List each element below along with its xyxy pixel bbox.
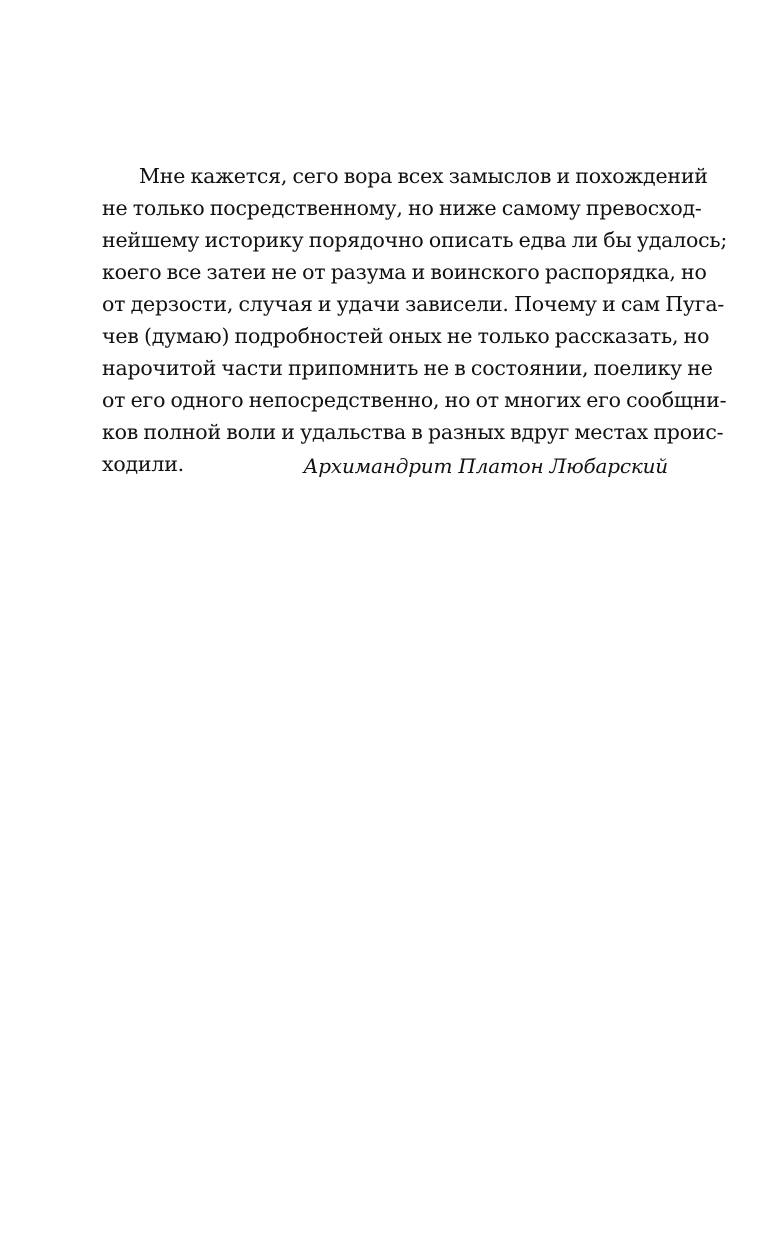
epigraph-line: ков полной воли и удальства в разных вдруг местах проис- <box>102 420 724 444</box>
epigraph-line: чев (думаю) подробностей оных не только рассказать, но <box>102 324 710 348</box>
epigraph-author: Архимандрит Платон Любарский <box>303 454 668 478</box>
epigraph-line: ходили. <box>102 452 184 476</box>
epigraph-line: нарочитой части припомнить не в состоянии, поелику не <box>102 356 713 380</box>
epigraph-line: не только посредственному, но ниже самому превосход- <box>102 196 702 220</box>
epigraph-line: Мне кажется, сего вора всех замыслов и похождений <box>139 164 708 188</box>
epigraph-line: коего все затеи не от разума и воинского распорядка, но <box>102 260 707 284</box>
epigraph-line: от его одного непосредственно, но от многих его сообщни- <box>102 388 727 412</box>
epigraph-line: от дерзости, случая и удачи зависели. Почему и сам Пуга- <box>102 292 725 316</box>
epigraph-line: нейшему историку порядочно описать едва ли бы удалось; <box>102 228 728 252</box>
epigraph-text <box>102 160 728 480</box>
